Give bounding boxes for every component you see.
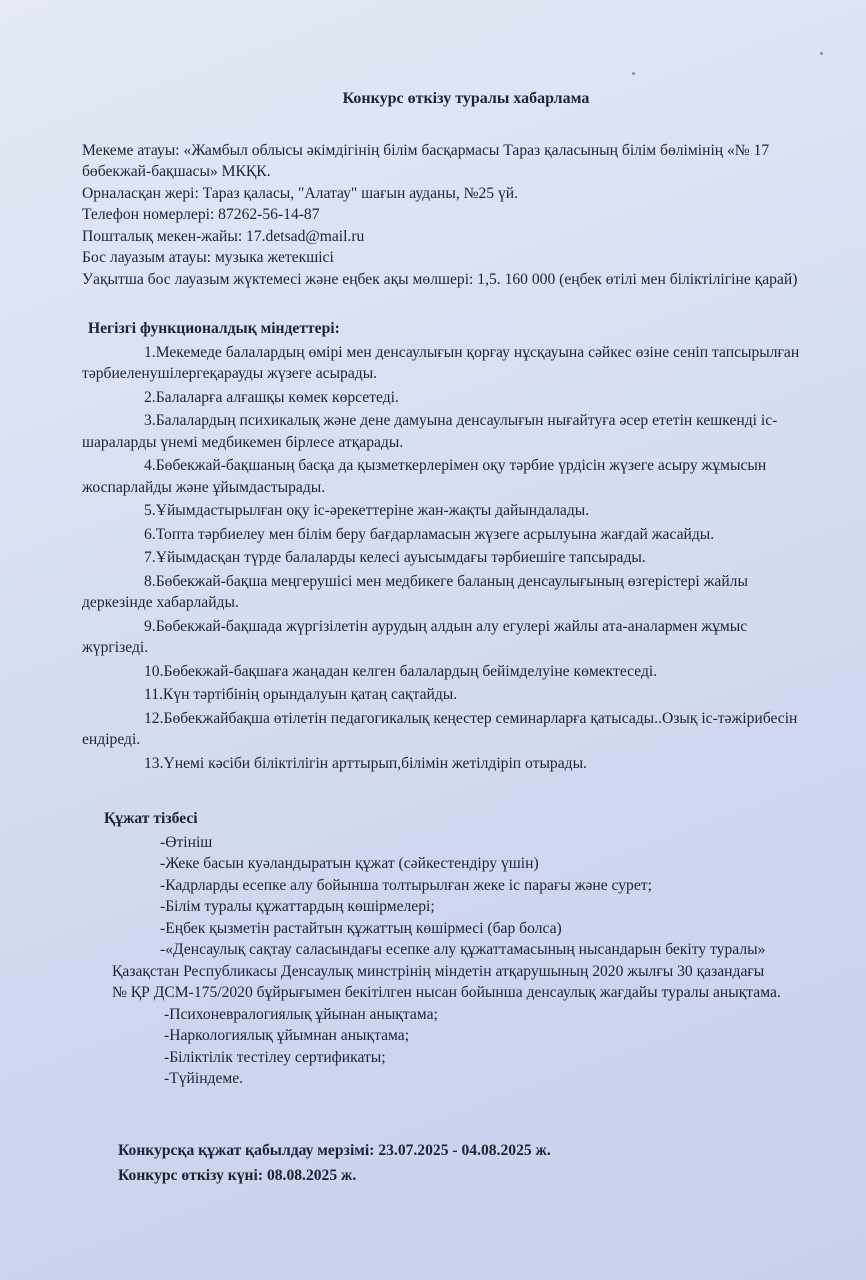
duty-item: 13.Үнемі кәсіби біліктілігін арттырып,білімін жетілдіріп отырады. [144, 754, 587, 772]
duty-item: 6.Топта тәрбиелеу мен білім беру бағдарламасын жүзеге асрылуына жағдай жасайды. [144, 525, 715, 543]
institution-name: Мекеме атауы: «Жамбыл облысы әкімдігінің білім басқармасы Тараз қаласының білім бөлімінің «№ 17 бөбекжай-бақшасы» МКҚК. [82, 141, 770, 180]
duty-item: 1.Мекемеде балалардың өмірі мен денсаулығын қорғау нұсқауына сәйкес өзіне сеніп тапсырылған тәрбиеленушілергеқарауды жүзеге асырады. [82, 343, 800, 382]
document-item: № ҚР ДСМ-175/2020 бұйрығымен бекітілген нысан бойынша денсаулық жағдайы туралы анықтама. [112, 984, 781, 1001]
document-item: -Наркологиялық ұйымнан анықтама; [164, 1027, 410, 1044]
document-item: -Түйіндеме. [164, 1070, 244, 1087]
duty-item: 7.Ұйымдасқан түрде балаларды келесі ауысымдағы тәрбиешіге тапсырады. [144, 549, 646, 566]
duty-item: 3.Балалардың психикалық және дене дамуына денсаулығын нығайтуға әсер ететін кешкенді іс-шараларды үнемі медбикемен бірлесе атқарады. [82, 412, 778, 451]
duty-item: 2.Балаларға алғашқы көмек көрсетеді. [144, 388, 399, 406]
competition-date: Конкурс өткізу күні: 08.08.2025 ж. [118, 1167, 357, 1184]
duties-heading: Негізгі функционалдық міндеттері: [88, 320, 340, 337]
footer [82, 1140, 810, 1187]
documents-heading: Құжат тізбесі [104, 810, 198, 827]
location: Орналасқан жері: Тараз қаласы, "Алатау" шағын ауданы, №25 үй. [82, 184, 519, 202]
document-item: -Еңбек қызметін растайтын құжаттың көшірмесі (бар болса) [160, 919, 562, 937]
document-item: -«Денсаулық сақтау саласындағы есепке алу құжаттамасының нысандарын бекіту туралы» Қазақстан Республикасы Денсаулық минстрінің міндетін атқарушының 2020 жылғы 30 қазандағы [112, 941, 766, 980]
page-title: Конкурс өткізу туралы хабарлама [342, 90, 590, 107]
vacancy-title: Бос лауазым атауы: музыка жетекшісі [82, 249, 334, 266]
document-item: -Кадрларды есепке алу бойынша толтырылған жеке іс парағы және сурет; [160, 876, 652, 894]
document-item: -Білім туралы құжаттардың көшірмелері; [160, 898, 435, 915]
documents-list [82, 832, 810, 1090]
duty-item: 5.Ұйымдастырылған оқу іс-әрекеттеріне жан-жақты дайындалады. [144, 502, 590, 519]
duty-item: 9.Бөбекжай-бақшада жүргізілетін аурудың алдын алу егулері жайлы ата-аналармен жұмыс жүргізеді. [82, 617, 748, 656]
paper-mark [820, 52, 823, 55]
email-address: Пошталық мекен-жайы: 17.detsad@mail.ru [82, 227, 365, 245]
duty-item: 11.Күн тәртібінің орындалуын қатаң сақтайды. [144, 686, 458, 703]
document-item: -Өтініш [160, 833, 213, 851]
institution-info [82, 140, 810, 291]
duty-item: 10.Бөбекжай-бақшаға жаңадан келген балалардың бейімделуіне көмектеседі. [144, 662, 658, 680]
paper-mark [632, 72, 635, 75]
document-item: -Психоневралогиялық ұйынан анықтама; [164, 1005, 438, 1023]
submission-deadline: Конкурсқа құжат қабылдау мерзімі: 23.07.2025 - 04.08.2025 ж. [118, 1141, 551, 1159]
document-item: -Жеке басын куәландыратын құжат (сәйкестендіру үшін) [160, 855, 539, 872]
duty-item: 4.Бөбекжай-бақшаның басқа да қызметкерлерімен оқу тәрбие үрдісін жүзеге асыру жұмысын жоспарлайды және ұйымдастырады. [82, 457, 767, 496]
duties-list [82, 342, 810, 775]
workload-salary: Уақытша бос лауазым жүктемесі және еңбек ақы мөлшері: 1,5. 160 000 (еңбек өтілі мен біліктілігіне қарай) [82, 270, 798, 288]
phone-numbers: Телефон номерлері: 87262-56-14-87 [82, 206, 320, 223]
duty-item: 8.Бөбекжай-бақша меңгерушісі мен медбикеге баланың денсаулығының өзгерістері жайлы деркезінде хабарлайды. [82, 572, 748, 611]
duty-item: 12.Бөбекжайбақша өтілетін педагогикалық кеңестер семинарларға қатысады..Озық іс-тәжірибесін ендіреді. [82, 709, 798, 748]
document-item: -Біліктілік тестілеу сертификаты; [164, 1048, 386, 1066]
